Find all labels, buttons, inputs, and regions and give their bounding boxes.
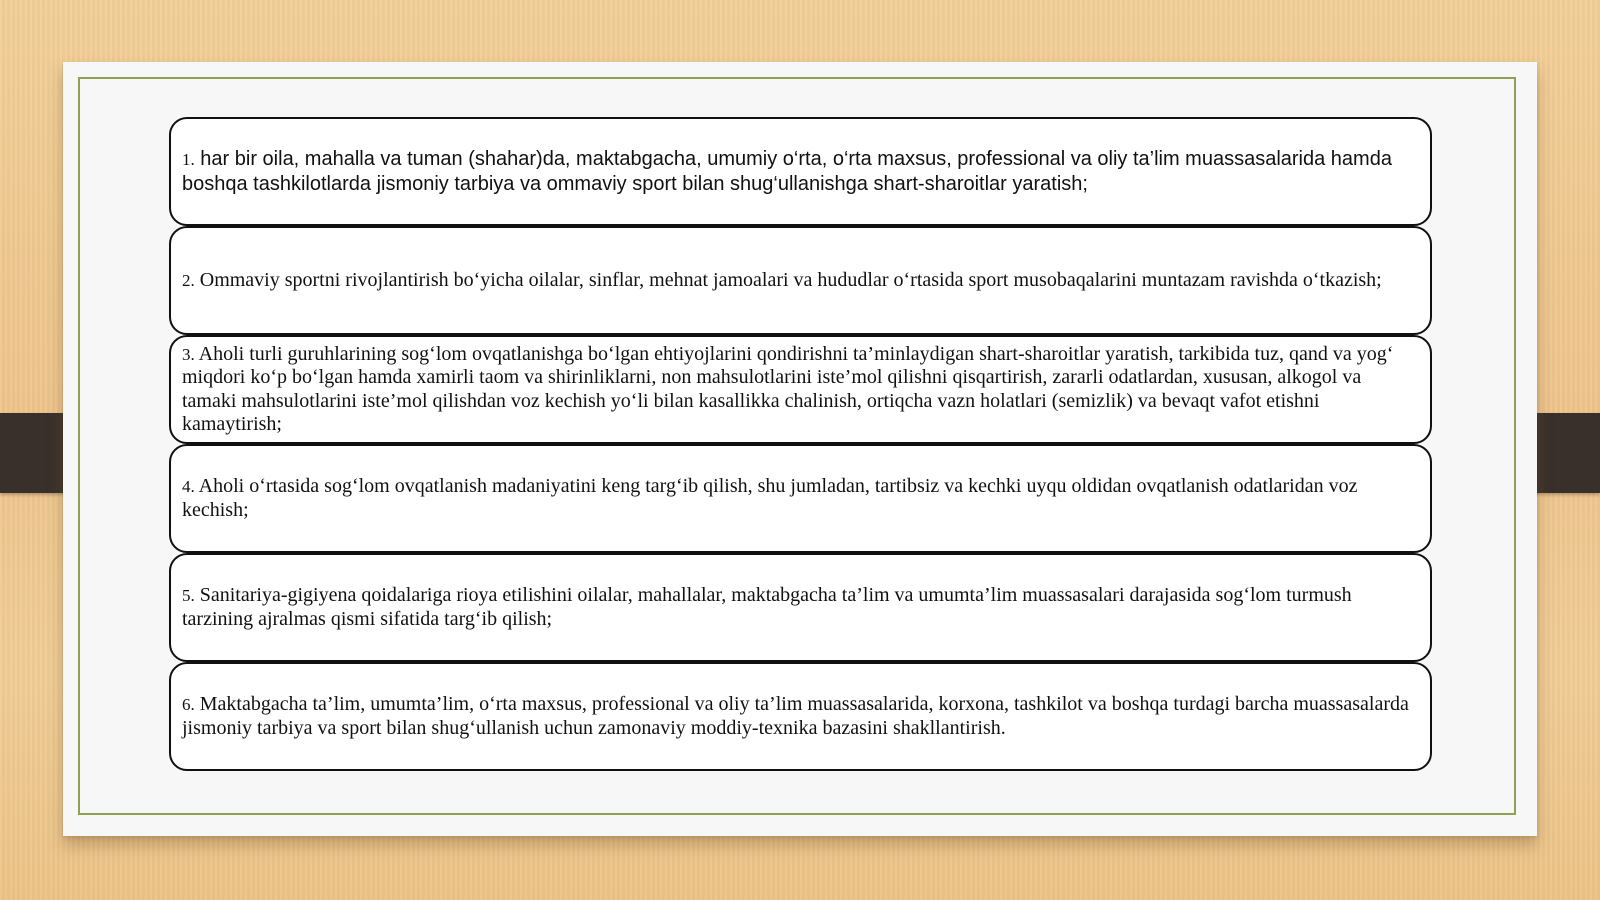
item-text (182, 147, 1420, 197)
item-text (182, 343, 1420, 437)
list-item (169, 662, 1432, 771)
slide-card (63, 62, 1537, 836)
item-text (182, 475, 1420, 522)
item-list (169, 117, 1432, 771)
item-number: 5. (182, 586, 195, 605)
item-body: Ommaviy sportni rivojlantirish bo‘yicha oilalar, sinflar, mehnat jamoalari va hududlar o‘rtasida sport musobaqalarini muntazam ravishda o‘tkazish; (194, 268, 1382, 291)
item-body: Aholi o‘rtasida sog‘lom ovqatlanish madaniyatini keng targ‘ib qilish, shu jumladan, tartibsiz va kechki uyqu oldidan ovqatlanish odatlaridan voz kechish; (182, 475, 1358, 521)
item-number: 4. (182, 477, 195, 496)
item-number: 1. (182, 149, 195, 169)
item-number: 3. (182, 344, 195, 364)
item-text (182, 269, 1382, 293)
item-number: 6. (182, 695, 195, 714)
item-body: har bir oila, mahalla va tuman (shahar)da, maktabgacha, umumiy o‘rta, o‘rta maxsus, professional va oliy ta’lim muassasalarida hamda boshqa tashkilotlarda jismoniy tarbiya va ommaviy sport bilan shug‘ullanishga shart-sharoitlar yaratish; (182, 147, 1392, 195)
item-body: Aholi turli guruhlarining sog‘lom ovqatlanishga bo‘lgan ehtiyojlarini qondirishni ta’minlaydigan shart-sharoitlar yaratish, tarkibida tuz, qand va yog‘ miqdori ko‘p bo‘lgan hamda xamirli taom va shirinliklarni, non mahsulotlarini iste’mol qilishni qisqartirish, zararli odatlardan, xususan, alkogol va tamaki mahsulotlarini iste’mol qilishdan voz kechish yo‘li bilan kasallikka chalinish, ortiqcha vazn holatlari (semizlik) va bevaqt vafot etishni kamaytirish; (182, 342, 1394, 435)
list-item (169, 335, 1432, 444)
list-item (169, 553, 1432, 662)
list-item (169, 117, 1432, 226)
item-number: 2. (182, 270, 195, 290)
list-item (169, 226, 1432, 335)
item-text (182, 584, 1420, 631)
list-item (169, 444, 1432, 553)
item-body: Maktabgacha ta’lim, umumta’lim, o‘rta maxsus, professional va oliy ta’lim muassasalarida, korxona, tashkilot va boshqa turdagi barcha muassasalarda jismoniy tarbiya va sport bilan shug‘ullanish uchun zamonaviy moddiy-texnika bazasini shakllantirish. (182, 693, 1409, 739)
item-body: Sanitariya-gigiyena qoidalariga rioya etilishini oilalar, mahallalar, maktabgacha ta’lim va umumta’lim muassasalari darajasida sog‘lom turmush tarzining ajralmas qismi sifatida targ‘ib qilish; (182, 584, 1352, 630)
item-text (182, 693, 1420, 740)
